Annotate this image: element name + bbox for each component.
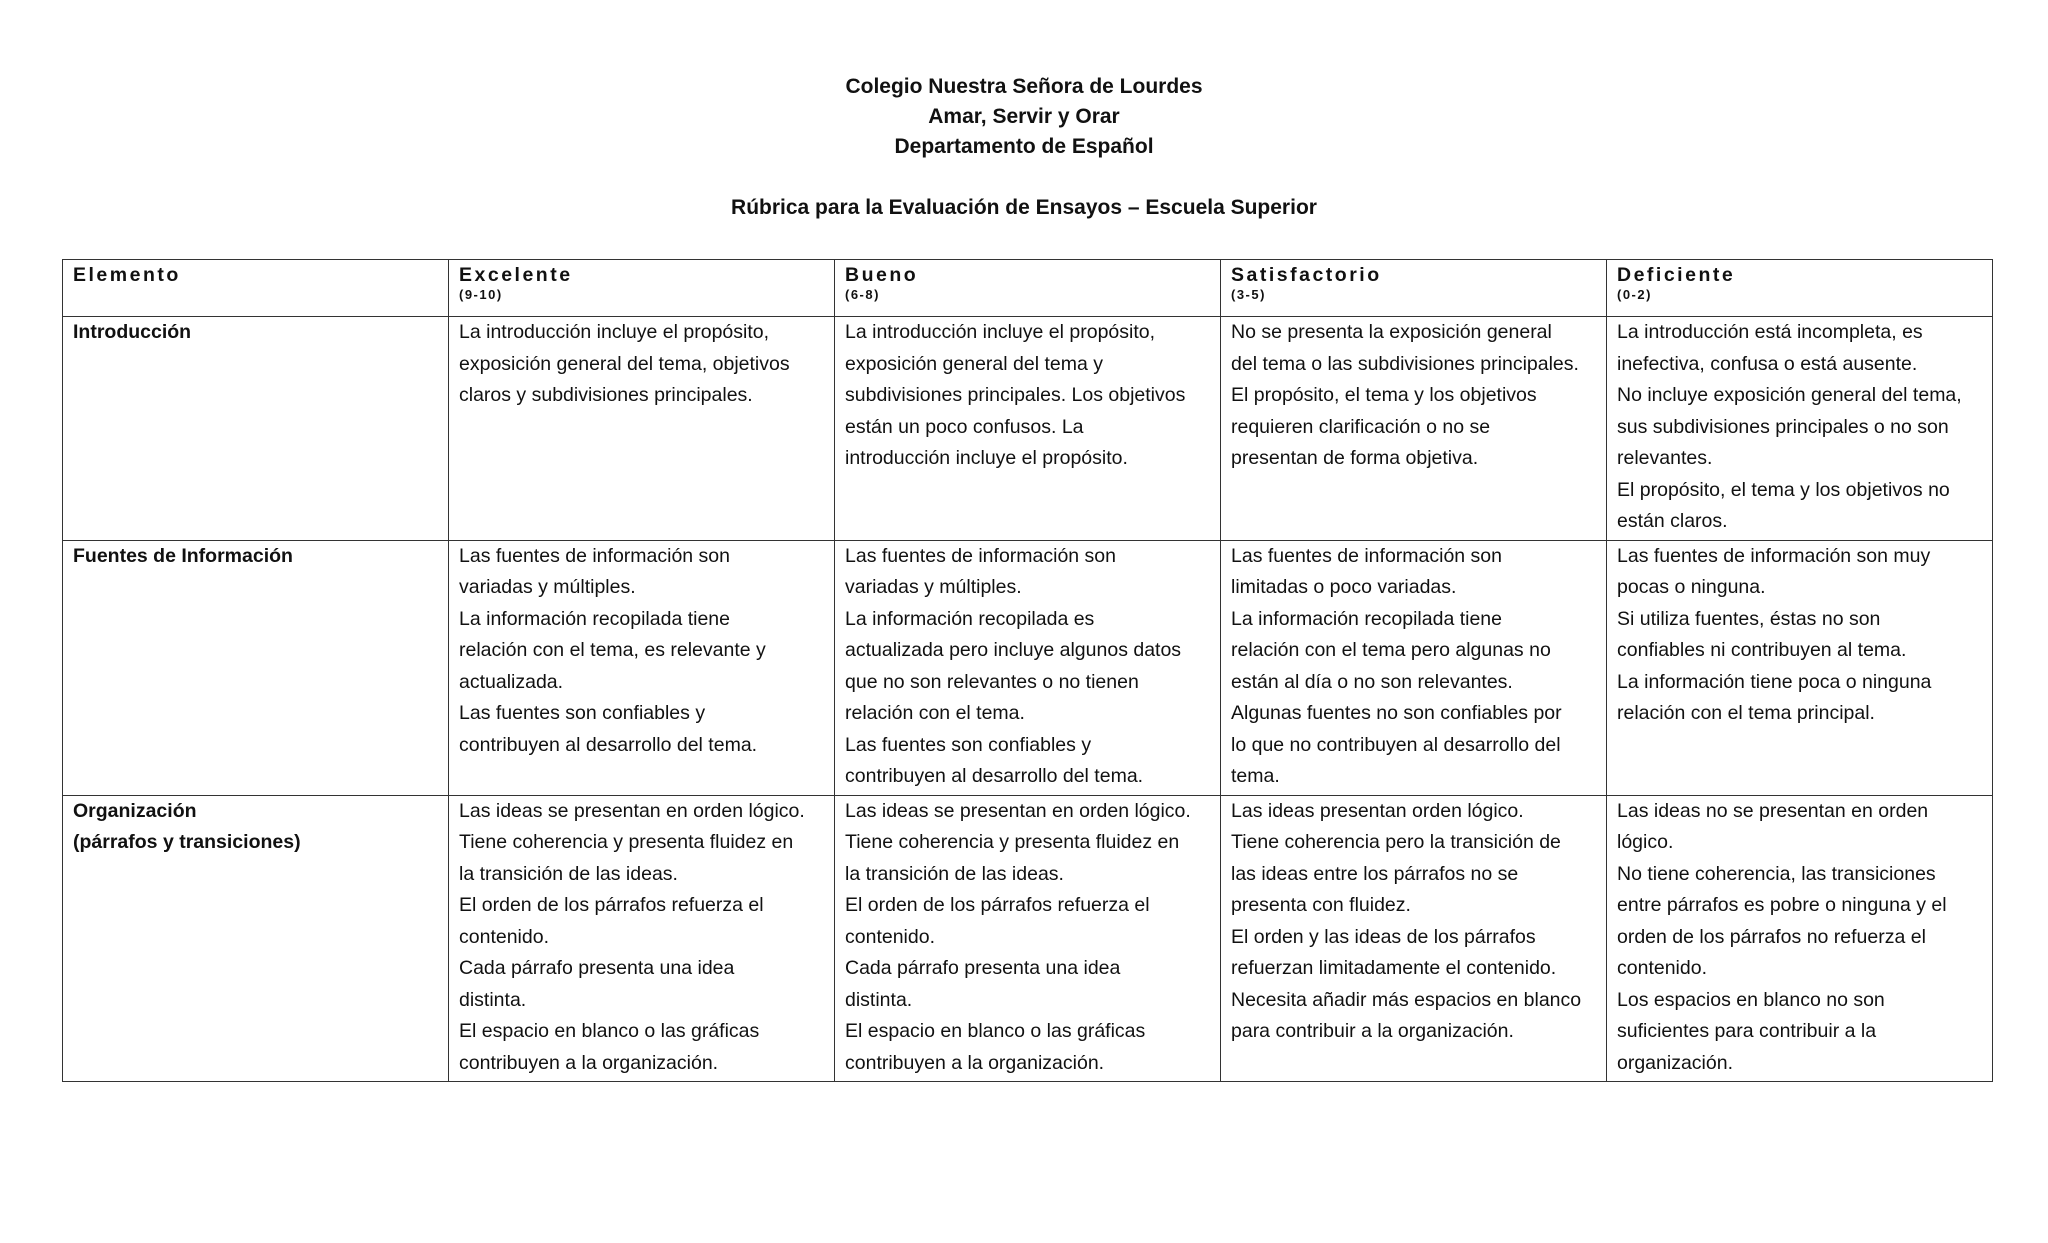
cell-text: subdivisiones principales. Los objetivos: [845, 384, 1186, 406]
cell-text: La información recopilada tiene: [459, 607, 731, 630]
cell-text: lo que no contribuyen al desarrollo del: [1231, 733, 1561, 756]
cell-text: están un poco confusos. La: [845, 415, 1084, 438]
cell-text: La información tiene poca o ninguna: [1617, 670, 1932, 693]
cell-text: La introducción incluye el propósito,: [845, 321, 1156, 343]
cell-text: Cada párrafo presenta una idea: [845, 957, 1121, 979]
cell-text: Las fuentes de información son: [845, 544, 1117, 567]
criteria-cell: [1607, 540, 1993, 795]
cell-text: Tiene coherencia pero la transición de: [1231, 831, 1561, 853]
column-header-deficiente: [1607, 260, 1993, 317]
cell-text: están al día o no son relevantes.: [1231, 670, 1513, 693]
cell-text: las ideas entre los párrafos no se: [1231, 862, 1519, 885]
cell-text: pocas o ninguna.: [1617, 576, 1766, 598]
cell-text: La información recopilada es: [845, 607, 1095, 630]
cell-text: Algunas fuentes no son confiables por: [1231, 702, 1562, 724]
cell-text: variadas y múltiples.: [845, 576, 1022, 598]
cell-text: actualizada pero incluye algunos datos: [845, 639, 1182, 661]
column-label: Deficiente: [1617, 264, 1736, 286]
criteria-cell: [449, 795, 835, 1082]
cell-text: para contribuir a la organización.: [1231, 1020, 1514, 1042]
cell-text: Cada párrafo presenta una idea: [459, 957, 735, 979]
cell-text: relación con el tema pero algunas no: [1231, 639, 1551, 661]
cell-text: Tiene coherencia y presenta fluidez en: [459, 831, 794, 853]
column-label: Excelente: [459, 264, 573, 286]
cell-text: Las fuentes de información son: [459, 544, 731, 567]
cell-text: El orden de los párrafos refuerza el: [459, 894, 764, 916]
cell-text: organización.: [1617, 1051, 1733, 1074]
element-name: Introducción: [73, 321, 192, 343]
cell-text: La información recopilada tiene: [1231, 607, 1503, 630]
cell-text: entre párrafos es pobre o ninguna y el: [1617, 894, 1947, 916]
cell-text: exposición general del tema, objetivos: [459, 352, 790, 375]
column-label: Elemento: [73, 264, 181, 286]
criteria-cell: [1221, 540, 1607, 795]
cell-text: Las ideas se presentan en orden lógico.: [459, 799, 805, 822]
column-range: (3-5): [1231, 287, 1266, 302]
cell-text: Las fuentes son confiables y: [845, 733, 1092, 756]
column-header-excelente: [449, 260, 835, 317]
cell-text: Las ideas no se presentan en orden: [1617, 799, 1929, 822]
column-range: (9-10): [459, 287, 503, 302]
cell-text: lógico.: [1617, 831, 1674, 853]
cell-text: variadas y múltiples.: [459, 576, 636, 598]
cell-text: Si utiliza fuentes, éstas no son: [1617, 607, 1881, 630]
element-cell: [63, 540, 449, 795]
cell-text: relevantes.: [1617, 447, 1713, 469]
cell-text: limitadas o poco variadas.: [1231, 576, 1457, 598]
element-cell: [63, 795, 449, 1082]
cell-text: actualizada.: [459, 670, 564, 693]
column-range: (0-2): [1617, 287, 1652, 302]
cell-text: Las fuentes de información son: [1231, 544, 1503, 567]
column-label: Satisfactorio: [1231, 264, 1382, 286]
cell-text: contenido.: [1617, 957, 1707, 979]
cell-text: refuerzan limitadamente el contenido.: [1231, 957, 1557, 979]
cell-text: contribuyen a la organización.: [845, 1051, 1105, 1074]
department-name: Departamento de Español: [894, 135, 1154, 158]
cell-text: El propósito, el tema y los objetivos: [1231, 384, 1537, 406]
cell-text: contribuyen al desarrollo del tema.: [459, 733, 758, 756]
cell-text: claros y subdivisiones principales.: [459, 384, 753, 406]
cell-text: introducción incluye el propósito.: [845, 447, 1128, 469]
criteria-cell: [835, 540, 1221, 795]
cell-text: relación con el tema principal.: [1617, 702, 1875, 724]
document-header: [0, 72, 2048, 162]
criteria-cell: [1607, 795, 1993, 1082]
column-header-elemento: [63, 260, 449, 317]
cell-text: La introducción está incompleta, es: [1617, 321, 1923, 343]
cell-text: El orden de los párrafos refuerza el: [845, 894, 1150, 916]
cell-text: Las fuentes de información son muy: [1617, 544, 1931, 567]
cell-text: que no son relevantes o no tienen: [845, 670, 1139, 693]
cell-text: El espacio en blanco o las gráficas: [845, 1020, 1146, 1042]
cell-text: contenido.: [459, 925, 549, 948]
column-header-bueno: [835, 260, 1221, 317]
cell-text: La introducción incluye el propósito,: [459, 321, 770, 343]
cell-text: presenta con fluidez.: [1231, 894, 1411, 916]
cell-text: contenido.: [845, 925, 935, 948]
cell-text: El espacio en blanco o las gráficas: [459, 1020, 760, 1042]
criteria-cell: [835, 795, 1221, 1082]
cell-text: requieren clarificación o no se: [1231, 415, 1491, 438]
element-name: Fuentes de Información: [73, 544, 293, 567]
criteria-cell: [1221, 795, 1607, 1082]
rubric-table: [62, 259, 1993, 1082]
header-row: [63, 260, 1993, 317]
cell-text: No tiene coherencia, las transiciones: [1617, 862, 1936, 885]
cell-text: Las ideas se presentan en orden lógico.: [845, 799, 1191, 822]
school-name: Colegio Nuestra Señora de Lourdes: [845, 75, 1203, 98]
cell-text: están claros.: [1617, 510, 1728, 532]
cell-text: contribuyen al desarrollo del tema.: [845, 765, 1144, 787]
cell-text: No se presenta la exposición general: [1231, 321, 1552, 343]
cell-text: Las fuentes son confiables y: [459, 702, 706, 724]
criteria-cell: [1221, 317, 1607, 541]
cell-text: distinta.: [459, 988, 527, 1011]
cell-text: El propósito, el tema y los objetivos no: [1617, 478, 1950, 501]
school-motto: Amar, Servir y Orar: [928, 105, 1120, 128]
cell-text: inefectiva, confusa o está ausente.: [1617, 352, 1918, 375]
table-row: [63, 540, 1993, 795]
cell-text: sus subdivisiones principales o no son: [1617, 415, 1949, 438]
cell-text: distinta.: [845, 988, 913, 1011]
column-header-satisfactorio: [1221, 260, 1607, 317]
cell-text: contribuyen a la organización.: [459, 1051, 719, 1074]
table-row: [63, 317, 1993, 541]
cell-text: confiables ni contribuyen al tema.: [1617, 639, 1907, 661]
cell-text: tema.: [1231, 765, 1280, 787]
cell-text: Los espacios en blanco no son: [1617, 988, 1885, 1011]
cell-text: relación con el tema, es relevante y: [459, 639, 766, 661]
cell-text: la transición de las ideas.: [459, 862, 678, 885]
cell-text: suficientes para contribuir a la: [1617, 1020, 1877, 1042]
element-name: Organización: [73, 799, 197, 822]
cell-text: del tema o las subdivisiones principales.: [1231, 352, 1579, 375]
criteria-cell: [835, 317, 1221, 541]
table-row: [63, 795, 1993, 1082]
cell-text: orden de los párrafos no refuerza el: [1617, 925, 1926, 948]
element-cell: [63, 317, 449, 541]
criteria-cell: [449, 317, 835, 541]
column-range: (6-8): [845, 287, 880, 302]
cell-text: El orden y las ideas de los párrafos: [1231, 925, 1536, 948]
criteria-cell: [1607, 317, 1993, 541]
column-label: Bueno: [845, 264, 919, 286]
cell-text: exposición general del tema y: [845, 352, 1103, 375]
element-subtitle: (párrafos y transiciones): [73, 831, 301, 853]
criteria-cell: [449, 540, 835, 795]
rubric-title: Rúbrica para la Evaluación de Ensayos – Escuela Superior: [731, 196, 1317, 219]
cell-text: la transición de las ideas.: [845, 862, 1064, 885]
cell-text: Tiene coherencia y presenta fluidez en: [845, 831, 1180, 853]
cell-text: Necesita añadir más espacios en blanco: [1231, 988, 1582, 1011]
cell-text: No incluye exposición general del tema,: [1617, 384, 1962, 406]
cell-text: presentan de forma objetiva.: [1231, 447, 1479, 469]
cell-text: Las ideas presentan orden lógico.: [1231, 799, 1524, 822]
cell-text: relación con el tema.: [845, 702, 1025, 724]
